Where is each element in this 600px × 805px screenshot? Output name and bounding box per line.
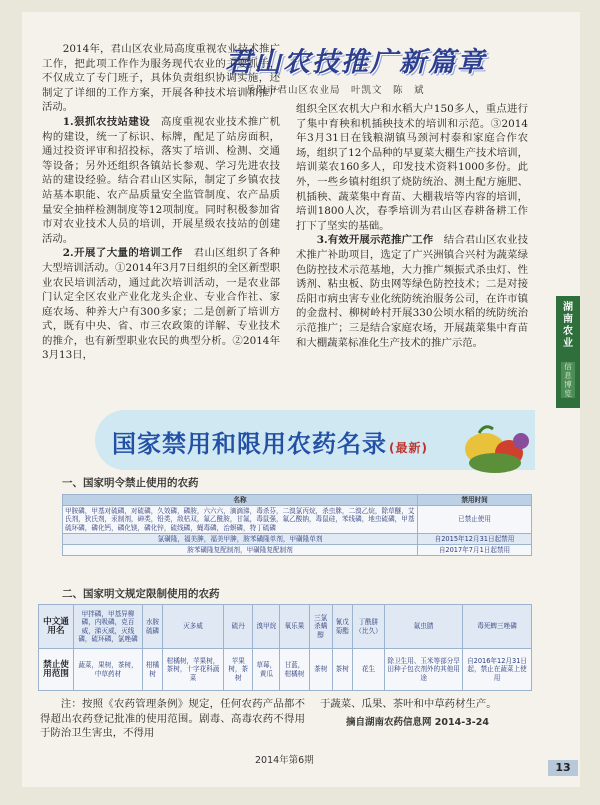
table-cell: 胺苯磺隆复配制剂，甲磺隆复配制剂 (63, 545, 418, 556)
table-cell: 柑橘树，苹果树，茶树，十字花科蔬菜 (163, 649, 224, 691)
paragraph: 3.有效开展示范推广工作 结合君山区农业技术推广补助项目，选定了广兴洲镇合兴村为蔬菜绿色防控技术示范基地，大力推广频振式杀虫灯、性诱剂、粘虫板、防虫网等绿色防控技术；二是对接岳阳市病虫害专业化统防统治服务公司，在许市镇的金盘村、柳树岭村开展330公顷水稻的统防统治示范推广；三是结合家庭农场，开展蔬菜集中育苗和大棚蔬菜标准化生产技术的推广示范。 (296, 234, 528, 349)
section-side-tab (556, 296, 580, 408)
table-cell: 三氯杀螨醇 (309, 605, 332, 649)
row-header: 禁止使用范围 (39, 649, 74, 691)
footnote-continued: 于蔬菜、瓜果、茶叶和中草药材生产。 (320, 698, 497, 710)
table-row (63, 533, 532, 544)
table-cell: 水胺硫磷 (143, 605, 163, 649)
article-byline: 岳阳市君山区农业局 叶凯文 陈 斌 (246, 85, 425, 96)
table-cell: 氰戊菊酯 (332, 605, 352, 649)
table-cell: 自2017年7月1日起禁用 (418, 545, 532, 556)
footnote: 注：按照《农药管理条例》规定，任何农药产品都不得超出农药登记批准的使用范围。剧毒、高毒农药不得用于防治卫生害虫，不得用 (40, 698, 305, 740)
table-cell: 灭多威 (163, 605, 224, 649)
table-cell: 溴甲烷 (253, 605, 280, 649)
table-cell: 已禁止使用 (418, 506, 532, 534)
table-cell: 氧乐果 (280, 605, 310, 649)
table-cell: 柑橘树 (143, 649, 163, 691)
table-cell: 茶树 (332, 649, 352, 691)
table-cell: 丁酰肼（比久） (352, 605, 384, 649)
table-row (39, 649, 532, 691)
paragraph: 1.狠抓农技站建设 高度重视农业技术推广机构的建设，统一了标识、标牌，配足了站房面积，通过投资评审和招投标，落实了培训、检测、交通等设备；另外还组织各镇站长参观、学习先进农技站的建设经验。结合君山区实际，制定了乡镇农技站基本职能、农产品质量安全监管制度、农产品质量安全抽样检测制度等12项制度。同时积极参加省市对农业技术人员的培训，开展星级农技站的创建活动。 (42, 115, 280, 245)
table-row (63, 545, 532, 556)
table-cell: 硫丹 (223, 605, 253, 649)
table-cell: 蔬菜，果树，茶树，中草药材 (74, 649, 143, 691)
table-row (63, 506, 532, 534)
table-cell: 苹果树，茶树 (223, 649, 253, 691)
table-cell: 氯磺隆，福美胂，福美甲胂，胺苯磺隆单剂，甲磺隆单剂 (63, 533, 418, 544)
vegetables-illustration (455, 415, 535, 475)
row-header: 中文通用名 (39, 605, 74, 649)
table-cell: 甲胺磷，甲基对硫磷，对硫磷，久效磷，磷胺，六六六，滴滴涕，毒杀芬，二溴氯丙烷，杀虫脒，二溴乙烷，除草醚，艾氏剂，狄氏剂，汞制剂，砷类，铅类，敌枯双，氟乙酰胺，甘氟，毒鼠强，氟乙酸钠，毒鼠硅，苯线磷，地虫硫磷，甲基硫环磷，磷化钙，磷化镁，磷化锌，硫线磷，蝇毒磷，治螟磷，特丁硫磷 (63, 506, 418, 534)
restricted-pesticides-table (38, 604, 532, 691)
table-cell: 除卫生用、玉米等部分旱田种子包衣剂外的其他用途 (385, 649, 463, 691)
table-header: 禁用时间 (418, 495, 532, 506)
section-heading: 二、国家明文规定限制使用的农药 (62, 588, 220, 600)
section-heading: 一、国家明令禁止使用的农药 (62, 477, 199, 489)
table-header: 名称 (63, 495, 418, 506)
table-cell: 毒死蜱三唑磷 (463, 605, 532, 649)
side-tab-subtitle: 信息博览 (561, 362, 575, 398)
paragraph: 2014年，君山区农业局高度重视农业技术推广工作，把此项工作作为服务现代农业的主要抓手，不仅成立了专门班子，具体负责组织协调实施，还制定了详细的工作方案，开展各种技术培训和推广活动。 (42, 43, 280, 114)
table-cell: 甘蓝，柑橘树 (280, 649, 310, 691)
source-citation: 摘自湖南农药信息网 2014-3-24 (346, 717, 489, 728)
table-cell: 花生 (352, 649, 384, 691)
article-title: 君山农技推广新篇章 (225, 47, 486, 78)
table-cell: 自2016年12月31日起，禁止在蔬菜上使用 (463, 649, 532, 691)
table-cell: 草莓，黄瓜 (253, 649, 280, 691)
paragraph: 组织全区农机大户和水稻大户150多人，重点进行了集中育秧和机插秧技术的培训和示范。③2014年3月31日在钱粮湖镇马颈河村泰和家庭合作农场，组织了12个品种的早夏菜大棚生产技术培训，培训菜农160多人，印发技术资料1000多份。此外，一些乡镇村组织了烧防统治、测土配方施肥、机插秧、蔬菜集中育苗、大棚栽培等内容的培训，培训1800人次，春季培训为君山区春耕备耕工作打下了坚实的基础。 (296, 103, 528, 232)
table-cell: 甲拌磷，甲基异柳磷，内吸磷，克百威，涕灭威，灭线磷，硫环磷，氯唑磷 (74, 605, 143, 649)
article-left-column (42, 42, 280, 363)
table-cell: 氟虫腈 (385, 605, 463, 649)
table-header-row (63, 495, 532, 506)
pesticide-list-title: 国家禁用和限用农药名录 (最新) (112, 430, 428, 458)
paragraph: 2.开展了大量的培训工作 君山区组织了各种大型培训活动。①2014年3月7日组织的全区新型职业农民培训活动，通过此次培训活动，一是农业部门认定全区农业产业化龙头企业、专业合作社、家庭农场、种养大户有300多家；二是创新了培训方式，既有中央、省、市三农政策的详解、专业技术的推介，也有新型职业农民的典型分析。②2014年3月13日， (42, 247, 280, 362)
banned-pesticides-table (62, 494, 532, 556)
table-cell: 自2015年12月31日起禁用 (418, 533, 532, 544)
table-row (39, 605, 532, 649)
article-right-column (296, 102, 528, 350)
issue-label: 2014年第6期 (255, 755, 314, 766)
table-cell: 茶树 (309, 649, 332, 691)
side-tab-title: 湖南农业 (563, 302, 573, 349)
page-number: 13 (548, 760, 578, 776)
title-tag: (最新) (389, 441, 428, 455)
